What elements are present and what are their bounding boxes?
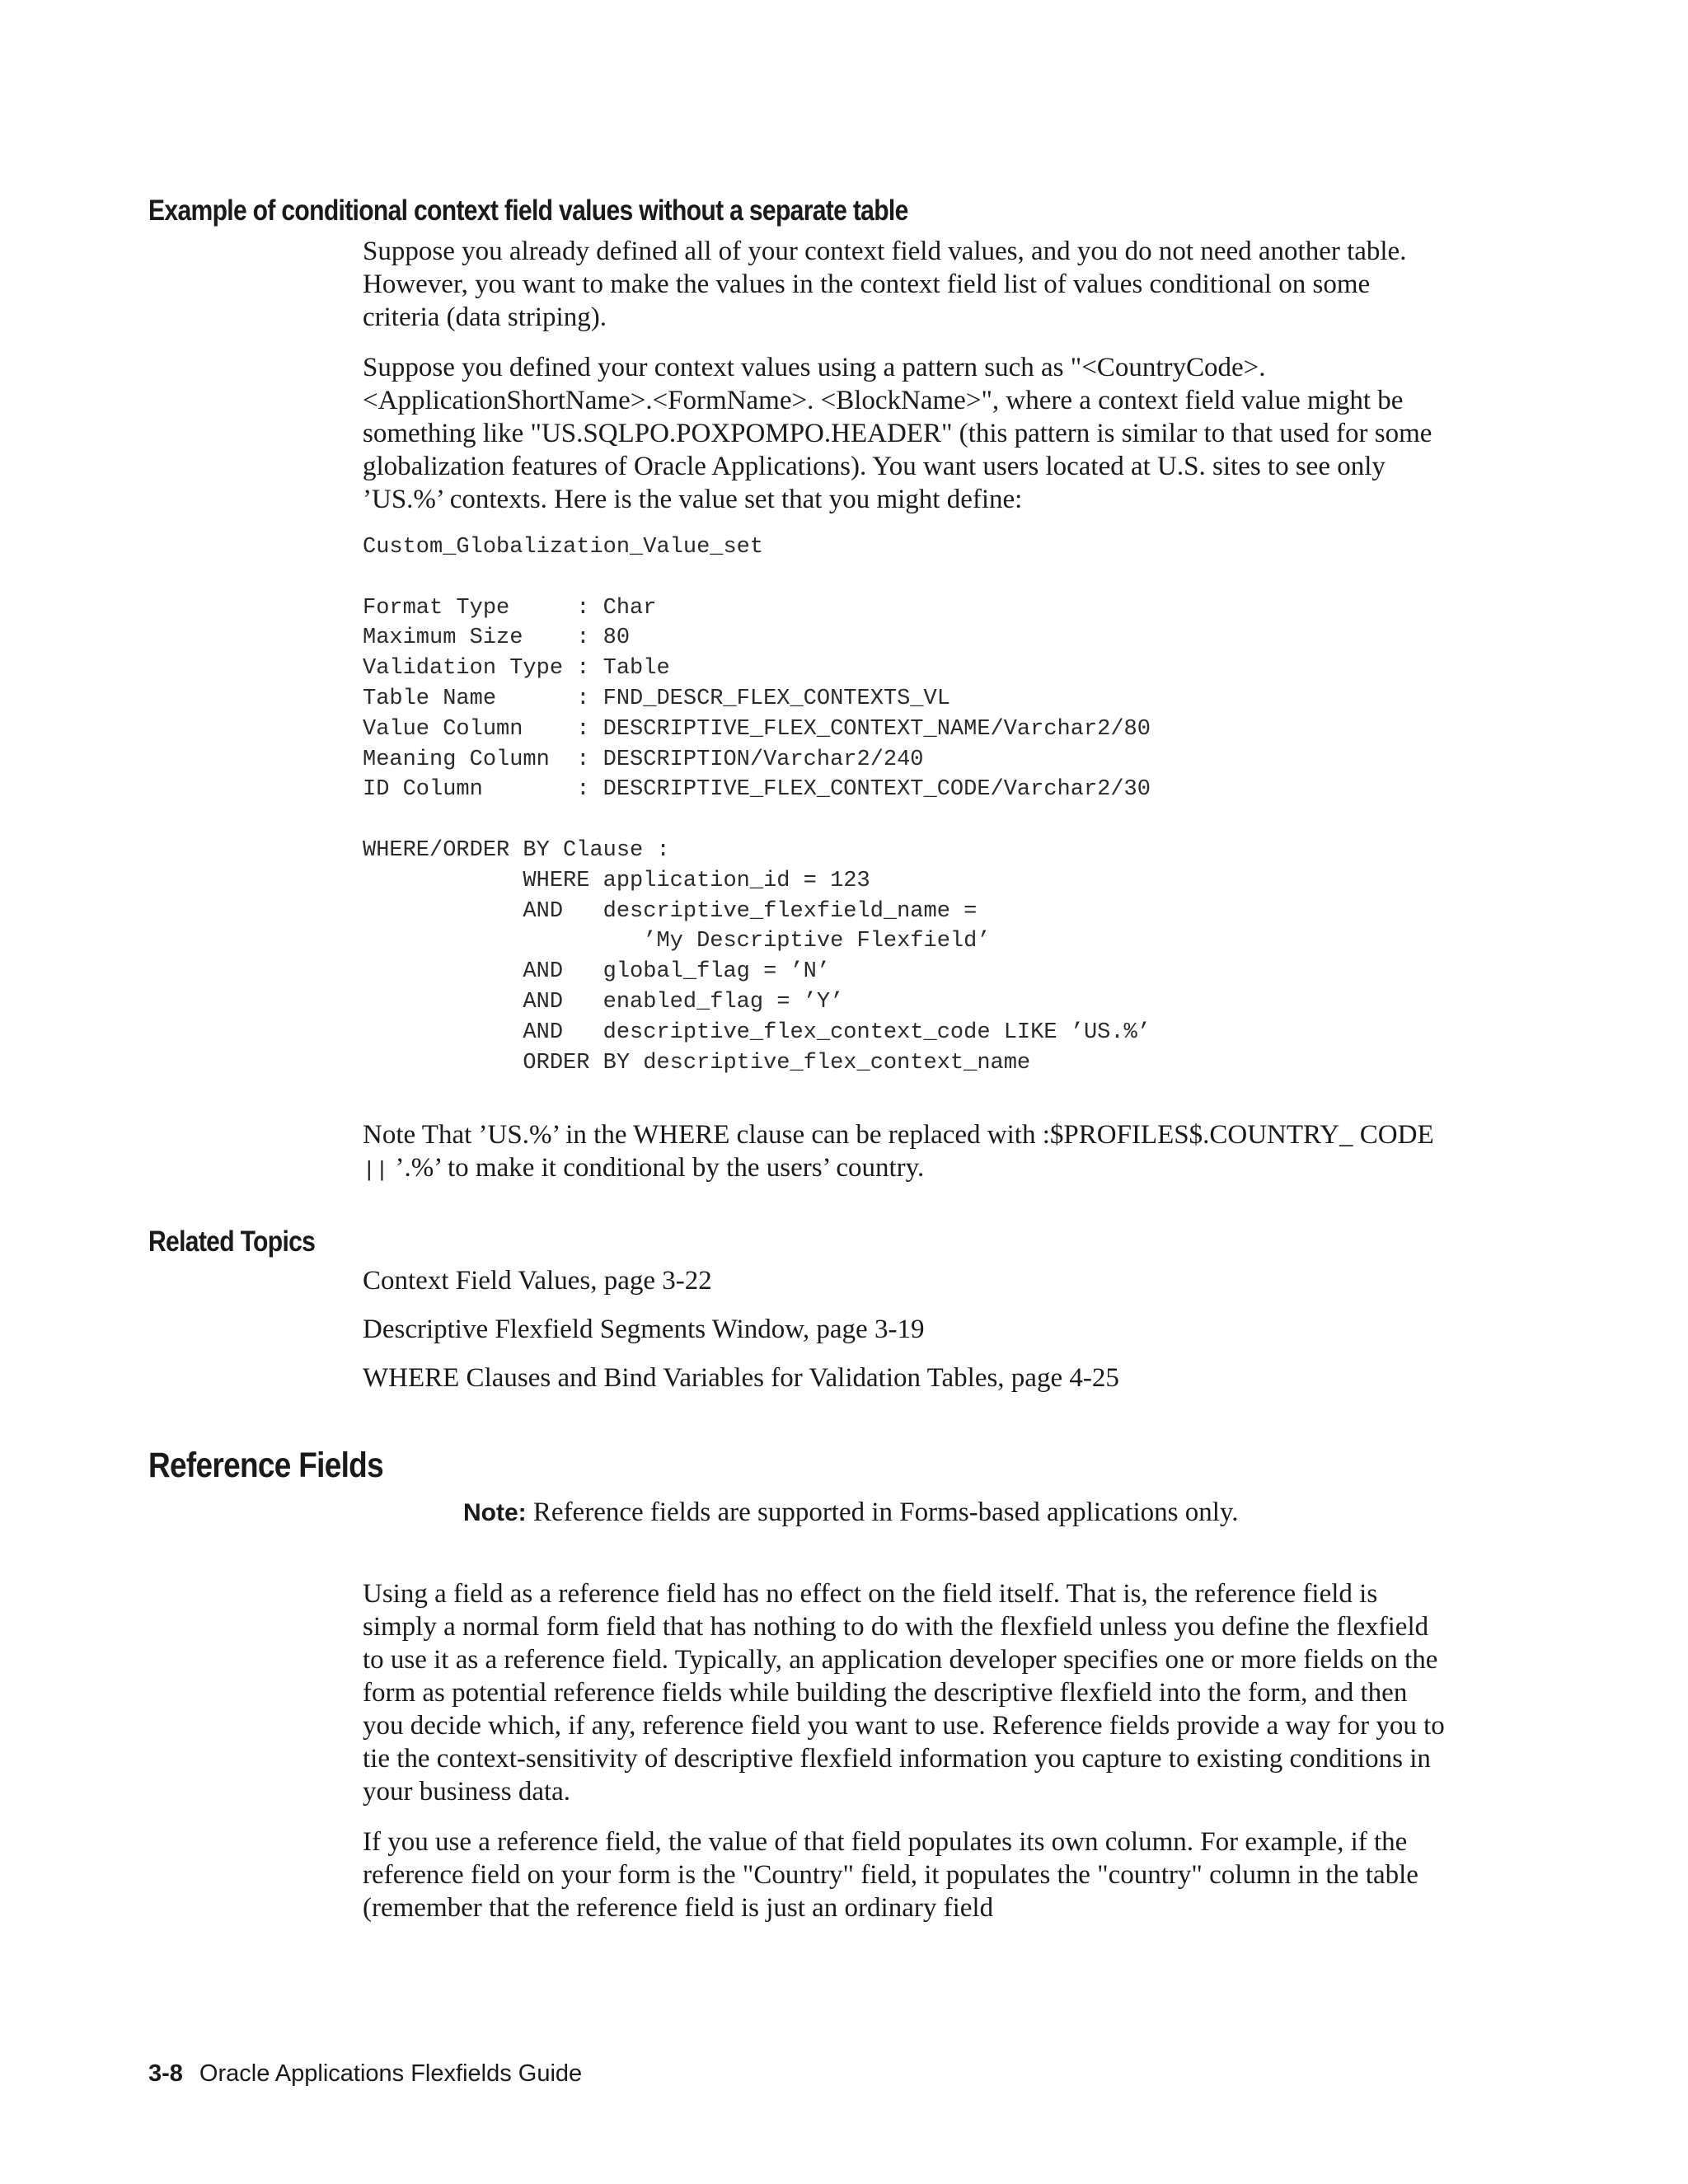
concat-operator: || (363, 1158, 389, 1183)
section-heading-conditional-context: Example of conditional context field values without a separate table (148, 194, 908, 227)
note-text-end: ’.%’ to make it conditional by the users’ country. (388, 1153, 925, 1183)
paragraph: Suppose you defined your context values using a pattern such as "<CountryCode>. <ApplicationShortName>.<FormName>. <BlockName>", where a context field value might be something like "US.SQLPO.POXPOMPO.HEADER" (this pattern is similar to that used for some globalization features of Oracle Applications). You want users located at U.S. sites to see only ’US.%’ contexts. Here is the value set that you might define: (363, 353, 1432, 514)
paragraph: Suppose you already defined all of your context field values, and you do not need another table. However, you want to make the values in the context field list of values conditional on some criteria (data striping). (363, 237, 1407, 332)
page-number: 3-8 (148, 2060, 183, 2087)
section-body-reference-fields (363, 1577, 1451, 1942)
related-topics-list (363, 1264, 1119, 1410)
paragraph: Using a field as a reference field has no effect on the field itself. That is, the reference field is simply a normal form field that has nothing to do with the flexfield unless you define the flexfield to use it as a reference field. Typically, an application developer specifies one or more fields on the form as potential reference fields while building the descriptive flexfield into the form, and then you decide which, if any, reference field you want to use. Reference fields provide a way for you to tie the context-sensitivity of descriptive flexfield information you capture to existing conditions in your business data. (363, 1579, 1445, 1807)
section-heading-reference-fields: Reference Fields (148, 1446, 383, 1485)
code-block-value-set: Custom_Globalization_Value_set Format Type : Char Maximum Size : 80 Validation Type : Table Table Name : FND_DESCR_FLEX_CONTEXTS_VL Value Column : DESCRIPTIVE_FLEX_CONTEXT_NAME/Varchar2/80 Meaning Column : DESCRIPTION/Varchar2/240 ID Column : DESCRIPTIVE_FLEX_CONTEXT_CODE/Varchar2/30 WHERE/ORDER BY Clause : WHERE application_id = 123 AND descriptive_flexfield_name = ’My Descriptive Flexfield’ AND global_flag = ’N’ AND enabled_flag = ’Y’ AND descriptive_flex_context_code LIKE ’US.%’ ORDER BY descriptive_flex_context_name (363, 535, 1151, 1076)
note-paragraph (363, 1118, 1451, 1204)
note-text-start: Note That ’US.%’ in the WHERE clause can be replaced with :$PROFILES$.COUNTRY_ CODE (363, 1120, 1434, 1150)
page-footer (148, 2060, 582, 2088)
book-title: Oracle Applications Flexfields Guide (199, 2060, 583, 2087)
section-heading-related-topics: Related Topics (148, 1226, 316, 1258)
related-topic-link[interactable]: Context Field Values, page 3-22 (363, 1266, 712, 1296)
related-topic-link[interactable]: WHERE Clauses and Bind Variables for Validation Tables, page 4-25 (363, 1363, 1119, 1393)
related-topic-link[interactable]: Descriptive Flexfield Segments Window, page 3-19 (363, 1315, 925, 1344)
section-body-conditional-context (363, 235, 1451, 533)
note-box (463, 1496, 1239, 1530)
paragraph: If you use a reference field, the value of that field populates its own column. For example, if the reference field on your form is the "Country" field, it populates the "country" column in the table (remember that the reference field is just an ordinary field (363, 1827, 1418, 1923)
note-text: Reference fields are supported in Forms-based applications only. (532, 1497, 1239, 1527)
note-label: Note: (463, 1499, 527, 1526)
